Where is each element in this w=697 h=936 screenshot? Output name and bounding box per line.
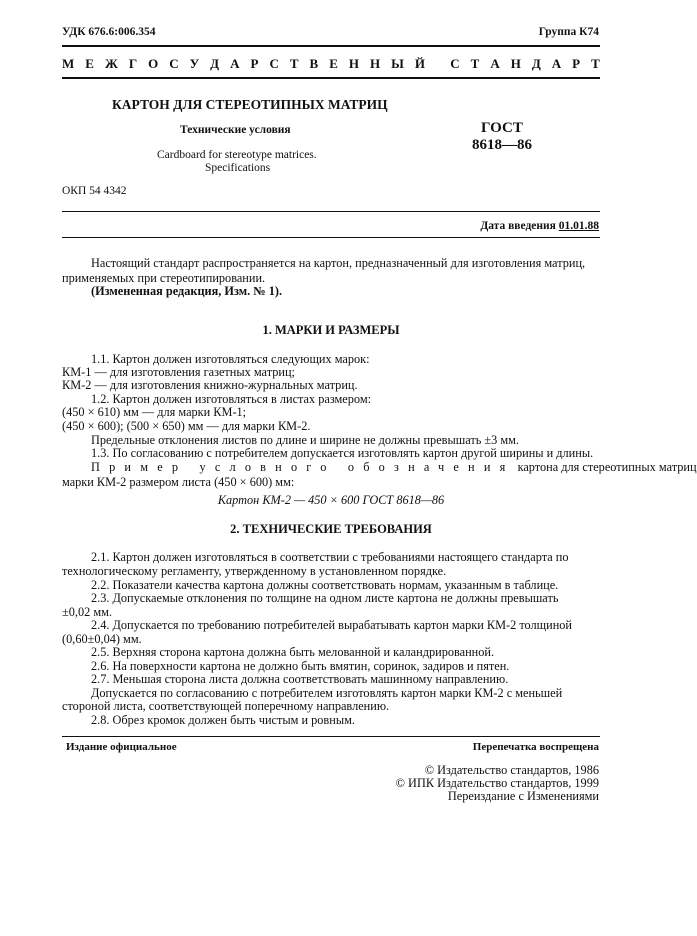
example-line-1 bbox=[62, 460, 697, 475]
banner-letter: Ж bbox=[104, 56, 118, 71]
banner-letter: А bbox=[230, 56, 240, 71]
banner-letter: Е bbox=[85, 56, 94, 71]
section-2-line: Допускается по согласованию с потребителем изготовлять картон марки КМ-2 с меньшей bbox=[91, 686, 563, 700]
banner-letter: С bbox=[269, 56, 279, 71]
english-subtitle: Specifications bbox=[205, 162, 271, 174]
reprint-prohibited: Перепечатка воспрещена bbox=[472, 741, 599, 753]
section-1-line: 1.1. Картон должен изготовляться следующих марок: bbox=[91, 352, 370, 366]
section-1-line: (450 × 610) мм — для марки КМ-1; bbox=[62, 405, 247, 419]
section-2-line: 2.6. На поверхности картона не должно быть вмятин, соринок, задиров и пятен. bbox=[91, 659, 510, 673]
document-subtitle: Технические условия bbox=[180, 124, 291, 136]
section-1-line: 1.2. Картон должен изготовляться в листах размером: bbox=[91, 392, 372, 406]
gost-number: 8618—86 bbox=[472, 137, 532, 153]
banner-letter: Н bbox=[510, 56, 521, 71]
banner-letter: Т bbox=[289, 56, 299, 71]
intro-line-2: применяемых при стереотипировании. bbox=[62, 271, 266, 285]
effective-date bbox=[480, 220, 599, 232]
date-rule bbox=[62, 237, 600, 238]
standard-banner bbox=[62, 56, 600, 72]
designation-example: Картон КМ-2 — 450 × 600 ГОСТ 8618—86 bbox=[217, 493, 445, 507]
section-2-line: (0,60±0,04) мм. bbox=[62, 632, 142, 646]
banner-letter: Й bbox=[414, 56, 425, 71]
group-code: Группа К74 bbox=[538, 26, 599, 38]
section-2-line: 2.7. Меньшая сторона листа должна соответствовать машинному направлению. bbox=[91, 672, 509, 686]
section-2-line: 2.3. Допускаемые отклонения по толщине на одном листе картона не должны превышать bbox=[91, 591, 559, 605]
banner-gap bbox=[436, 56, 439, 72]
copyright-1986: © Издательство стандартов, 1986 bbox=[424, 763, 599, 777]
banner-letter: А bbox=[551, 56, 562, 71]
top-rule bbox=[62, 45, 600, 47]
banner-rule bbox=[62, 77, 600, 79]
document-title: КАРТОН ДЛЯ СТЕРЕОТИПНЫХ МАТРИЦ bbox=[112, 97, 388, 112]
section-1-line: (450 × 600); (500 × 650) мм — для марки КМ-2. bbox=[62, 419, 311, 433]
section-2-heading: 2. ТЕХНИЧЕСКИЕ ТРЕБОВАНИЯ bbox=[230, 522, 432, 536]
banner-letter: Т bbox=[591, 56, 600, 71]
section-2-line: технологическому регламенту, утвержденному в установленном порядке. bbox=[62, 564, 447, 578]
section-2-line: 2.1. Картон должен изготовляться в соответствии с требованиями настоящего стандарта по bbox=[91, 550, 569, 564]
section-2-line: 2.5. Верхняя сторона картона должна быть мелованной и каландрированной. bbox=[91, 645, 495, 659]
banner-letter: А bbox=[490, 56, 500, 71]
banner-letter: В bbox=[309, 56, 319, 71]
section-1-line: КМ-1 — для изготовления газетных матриц; bbox=[62, 365, 295, 379]
banner-letter: Т bbox=[470, 56, 480, 71]
effective-date-value: 01.01.88 bbox=[558, 220, 599, 232]
section-2-line: 2.2. Показатели качества картона должны соответствовать нормам, указанным в таблице. bbox=[91, 578, 559, 592]
banner-letter: Е bbox=[329, 56, 338, 71]
example-spaced-label: Пример условного обозначения bbox=[91, 460, 515, 474]
official-edition: Издание официальное bbox=[66, 741, 177, 753]
banner-letter: С bbox=[169, 56, 179, 71]
banner-letter: Н bbox=[348, 56, 359, 71]
banner-letter: С bbox=[450, 56, 460, 71]
section-2-line: ±0,02 мм. bbox=[62, 605, 112, 619]
banner-letter: Ы bbox=[391, 56, 404, 71]
banner-letter: О bbox=[148, 56, 159, 71]
english-title: Cardboard for stereotype matrices. bbox=[157, 149, 317, 161]
banner-letter: У bbox=[189, 56, 200, 71]
intro-revision: (Измененная редакция, Изм. № 1). bbox=[91, 284, 283, 298]
title-rule bbox=[62, 211, 600, 212]
gost-label: ГОСТ bbox=[481, 120, 523, 136]
banner-letter: Н bbox=[369, 56, 381, 71]
banner-letter: Р bbox=[250, 56, 259, 71]
section-2-line: стороной листа, соответствующей поперечному направлению. bbox=[62, 699, 390, 713]
section-2-line: 2.8. Обрез кромок должен быть чистым и ровным. bbox=[91, 713, 355, 727]
section-1-line: Предельные отклонения листов по длине и ширине не должны превышать ±3 мм. bbox=[91, 433, 519, 447]
banner-letter: Д bbox=[531, 56, 541, 71]
banner-letter: Р bbox=[572, 56, 581, 71]
example-line-2: марки КМ-2 размером листа (450 × 600) мм: bbox=[62, 475, 295, 489]
section-1-line: КМ-2 — для изготовления книжно-журнальных матриц. bbox=[62, 378, 358, 392]
banner-letter: Г bbox=[128, 56, 138, 71]
reissue-note: Переиздание с Изменениями bbox=[447, 789, 599, 803]
copyright-1999: © ИПК Издательство стандартов, 1999 bbox=[395, 776, 599, 790]
effective-date-label: Дата введения bbox=[480, 220, 556, 232]
udk-code: УДК 676.6:006.354 bbox=[62, 26, 156, 38]
banner-letter: Д bbox=[210, 56, 220, 71]
intro-line-1: Настоящий стандарт распространяется на картон, предназначенный для изготовления матриц, bbox=[91, 256, 586, 270]
okp-code: ОКП 54 4342 bbox=[62, 185, 127, 197]
section-2-line: 2.4. Допускается по требованию потребителей вырабатывать картон марки КМ-2 толщиной bbox=[91, 618, 573, 632]
footer-rule bbox=[62, 736, 600, 737]
banner-letter: М bbox=[62, 56, 75, 71]
example-rest: картона для стереотипных матриц bbox=[517, 460, 697, 474]
section-1-heading: 1. МАРКИ И РАЗМЕРЫ bbox=[262, 323, 400, 337]
section-1-line: 1.3. По согласованию с потребителем допускается изготовлять картон другой ширины и длины. bbox=[91, 446, 594, 460]
